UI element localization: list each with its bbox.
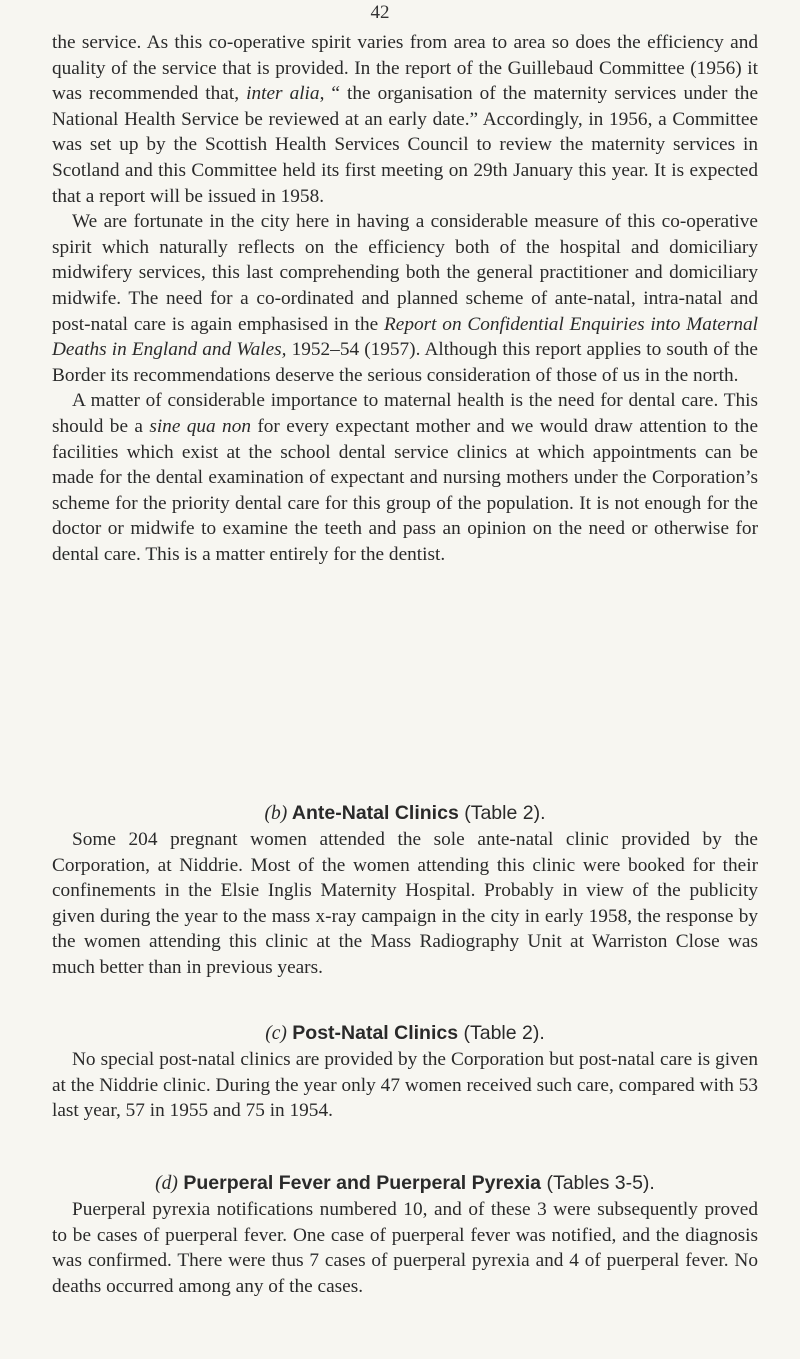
section-body: Puerperal pyrexia notifications numbered 10, and of these 3 were subsequently proved to be cases of puerperal fever. One case of puerperal fever was notified, and the diagnosis was confirmed. There were thus 7 cases of puerperal pyrexia and 4 of puerperal fever. No deaths occurred among any of the cases. [52, 1199, 758, 1297]
section-ante-natal [52, 800, 758, 981]
section-heading: (b) Ante-Natal Clinics (Table 2). [264, 802, 546, 824]
section-body: Some 204 pregnant women attended the sole ante-natal clinic provided by the Corporation, at Niddrie. Most of the women attending this clinic were booked for their confinements in the Elsie Inglis Maternity Hospital. Probably in view of the publicity given during the year to the mass x-ray campaign in the city in early 1958, the response by the women attending this clinic at the Mass Radiography Unit at Warriston Close was much better than in previous years. [52, 829, 758, 978]
section-body: No special post-natal clinics are provided by the Corporation but post-natal care is given at the Niddrie clinic. During the year only 47 women received such care, compared with 53 last year, 57 in 1955 and 75 in 1954. [52, 1049, 758, 1122]
intro-text [52, 30, 758, 567]
paragraph-dental-care: A matter of considerable importance to maternal health is the need for dental care. This should be a sine qua non for every expectant mother and we would draw attention to the facilities which exist at the school dental service clinics at which appointments can be made for the dental examination of expectant and nursing mothers under the Corporation’s scheme for the priority dental care for this group of the population. It is not enough for the doctor or midwife to examine the teeth and pass an opinion on the need or otherwise for dental care. This is a matter entirely for the dentist. [52, 390, 758, 565]
page-number: 42 [370, 2, 390, 23]
section-puerperal [52, 1170, 758, 1299]
section-heading: (d) Puerperal Fever and Puerperal Pyrexia (Tables 3-5). [155, 1172, 655, 1194]
section-heading: (c) Post-Natal Clinics (Table 2). [265, 1022, 545, 1044]
paragraph-co-operative-spirit: We are fortunate in the city here in having a considerable measure of this co-operative spirit which naturally reflects on the efficiency both of the hospital and domiciliary midwifery services, this last comprehending both the general practitioner and domiciliary midwife. The need for a co-ordinated and planned scheme of ante-natal, intra-natal and post-natal care is again emphasised in the Report on Confidential Enquiries into Maternal Deaths in England and Wales, 1952–54 (1957). Although this report applies to south of the Border its recommendations deserve the serious consideration of those of us in the north. [52, 211, 758, 386]
paragraph-guillebaud: the service. As this co-operative spirit varies from area to area so does the efficiency and quality of the service that is provided. In the report of the Guillebaud Committee (1956) it was recommended that, inter alia, “ the organisation of the maternity services under the National Health Service be reviewed at an early date.” Accordingly, in 1956, a Committee was set up by the Scottish Health Services Council to review the maternity services in Scotland and this Committee held its first meeting on 29th January this year. It is expected that a report will be issued in 1958. [52, 32, 759, 207]
section-post-natal [52, 1020, 758, 1124]
